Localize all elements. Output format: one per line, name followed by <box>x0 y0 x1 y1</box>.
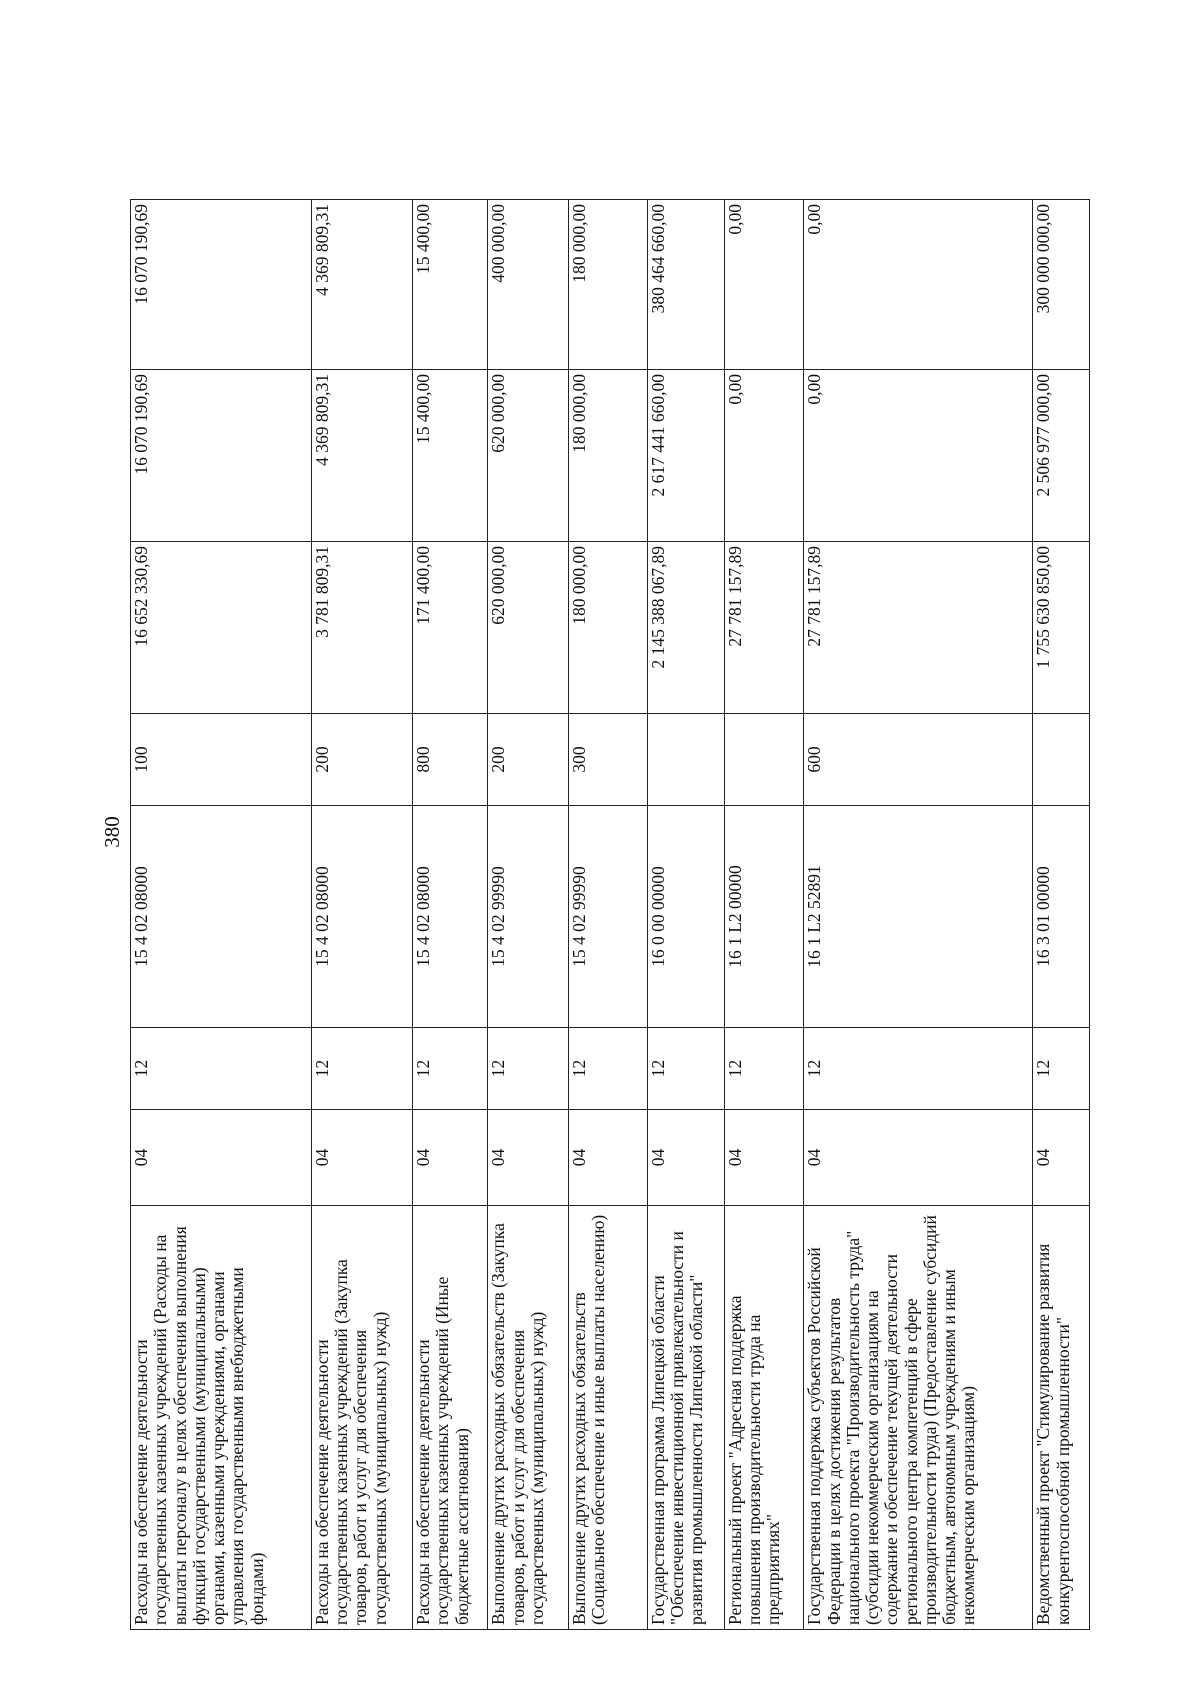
amount-1-cell: 27 781 157,89 <box>804 542 1033 714</box>
amount-2-cell: 620 000,00 <box>488 370 569 542</box>
expense-type-cell: 800 <box>413 714 488 806</box>
subsection-cell: 12 <box>413 1028 488 1110</box>
section-cell: 04 <box>131 1110 312 1206</box>
budget-table-container <box>130 200 1090 1630</box>
amount-2-cell: 2 617 441 660,00 <box>647 370 724 542</box>
subsection-cell: 12 <box>724 1028 804 1110</box>
expense-type-cell <box>647 714 724 806</box>
amount-1-cell: 620 000,00 <box>488 542 569 714</box>
amount-2-cell: 15 400,00 <box>413 370 488 542</box>
target-article-cell: 15 4 02 99990 <box>488 806 569 1028</box>
target-article-cell: 15 4 02 08000 <box>311 806 412 1028</box>
amount-2-cell: 2 506 977 000,00 <box>1033 370 1090 542</box>
target-article-cell: 15 4 02 99990 <box>569 806 647 1028</box>
section-cell: 04 <box>1033 1110 1090 1206</box>
section-cell: 04 <box>804 1110 1033 1206</box>
subsection-cell: 12 <box>488 1028 569 1110</box>
amount-1-cell: 16 652 330,69 <box>131 542 312 714</box>
section-cell: 04 <box>569 1110 647 1206</box>
amount-3-cell: 0,00 <box>804 200 1033 370</box>
budget-table <box>130 199 1090 1630</box>
table-row <box>311 200 412 1630</box>
subsection-cell: 12 <box>647 1028 724 1110</box>
expense-name-cell: Государственная поддержка субъектов Российской Федерации в целях достижения результатов национального проекта "Производительность труда" (субсидии некоммерческим организациям на содержание и обеспечение текущей деятельности регионального центра компетенций в сфере производительности труда) (Предоставление субсидий бюджетным, автономным учреждениям и иным некоммерческим организациям) <box>804 1206 1033 1630</box>
section-cell: 04 <box>311 1110 412 1206</box>
expense-name-cell: Выполнение других расходных обязательств (Закупка товаров, работ и услуг для обеспечения государственных (муниципальных) нужд) <box>488 1206 569 1630</box>
amount-3-cell: 15 400,00 <box>413 200 488 370</box>
amount-1-cell: 180 000,00 <box>569 542 647 714</box>
expense-name-cell: Государственная программа Липецкой области "Обеспечение инвестиционной привлекательности и развития промышленности Липецкой области" <box>647 1206 724 1630</box>
amount-2-cell: 16 070 190,69 <box>131 370 312 542</box>
table-row <box>724 200 804 1630</box>
section-cell: 04 <box>488 1110 569 1206</box>
subsection-cell: 12 <box>569 1028 647 1110</box>
amount-3-cell: 16 070 190,69 <box>131 200 312 370</box>
table-row <box>1033 200 1090 1630</box>
subsection-cell: 12 <box>1033 1028 1090 1110</box>
amount-3-cell: 180 000,00 <box>569 200 647 370</box>
expense-name-cell: Расходы на обеспечение деятельности государственных казенных учреждений (Иные бюджетные ассигнования) <box>413 1206 488 1630</box>
target-article-cell: 16 3 01 00000 <box>1033 806 1090 1028</box>
amount-3-cell: 300 000 000,00 <box>1033 200 1090 370</box>
expense-name-cell: Ведомственный проект "Стимулирование развития конкурентоспособной промышленности" <box>1033 1206 1090 1630</box>
table-row <box>488 200 569 1630</box>
expense-type-cell <box>1033 714 1090 806</box>
table-row <box>569 200 647 1630</box>
amount-2-cell: 180 000,00 <box>569 370 647 542</box>
expense-name-cell: Выполнение других расходных обязательств (Социальное обеспечение и иные выплаты населению) <box>569 1206 647 1630</box>
expense-type-cell: 200 <box>311 714 412 806</box>
table-row <box>413 200 488 1630</box>
amount-1-cell: 1 755 630 850,00 <box>1033 542 1090 714</box>
subsection-cell: 12 <box>311 1028 412 1110</box>
section-cell: 04 <box>413 1110 488 1206</box>
target-article-cell: 16 0 00 00000 <box>647 806 724 1028</box>
amount-2-cell: 4 369 809,31 <box>311 370 412 542</box>
expense-type-cell: 600 <box>804 714 1033 806</box>
amount-2-cell: 0,00 <box>804 370 1033 542</box>
target-article-cell: 15 4 02 08000 <box>131 806 312 1028</box>
section-cell: 04 <box>724 1110 804 1206</box>
expense-type-cell: 300 <box>569 714 647 806</box>
expense-type-cell: 200 <box>488 714 569 806</box>
amount-1-cell: 27 781 157,89 <box>724 542 804 714</box>
expense-name-cell: Расходы на обеспечение деятельности государственных казенных учреждений (Расходы на выплаты персоналу в целях обеспечения выполнения функций государственными (муниципальными) органами, казенными учреждениями, органами управления государственными внебюджетными фондами) <box>131 1206 312 1630</box>
amount-2-cell: 0,00 <box>724 370 804 542</box>
target-article-cell: 16 1 L2 52891 <box>804 806 1033 1028</box>
target-article-cell: 15 4 02 08000 <box>413 806 488 1028</box>
page-number: 380 <box>100 816 124 848</box>
section-cell: 04 <box>647 1110 724 1206</box>
subsection-cell: 12 <box>804 1028 1033 1110</box>
expense-name-cell: Региональный проект "Адресная поддержка повышения производительности труда на предприятиях" <box>724 1206 804 1630</box>
amount-1-cell: 171 400,00 <box>413 542 488 714</box>
subsection-cell: 12 <box>131 1028 312 1110</box>
amount-3-cell: 0,00 <box>724 200 804 370</box>
target-article-cell: 16 1 L2 00000 <box>724 806 804 1028</box>
expense-type-cell <box>724 714 804 806</box>
table-row <box>804 200 1033 1630</box>
expense-type-cell: 100 <box>131 714 312 806</box>
amount-1-cell: 3 781 809,31 <box>311 542 412 714</box>
amount-3-cell: 380 464 660,00 <box>647 200 724 370</box>
amount-3-cell: 400 000,00 <box>488 200 569 370</box>
table-row <box>131 200 312 1630</box>
amount-3-cell: 4 369 809,31 <box>311 200 412 370</box>
amount-1-cell: 2 145 388 067,89 <box>647 542 724 714</box>
expense-name-cell: Расходы на обеспечение деятельности государственных казенных учреждений (Закупка товаров, работ и услуг для обеспечения государственных (муниципальных) нужд) <box>311 1206 412 1630</box>
table-row <box>647 200 724 1630</box>
